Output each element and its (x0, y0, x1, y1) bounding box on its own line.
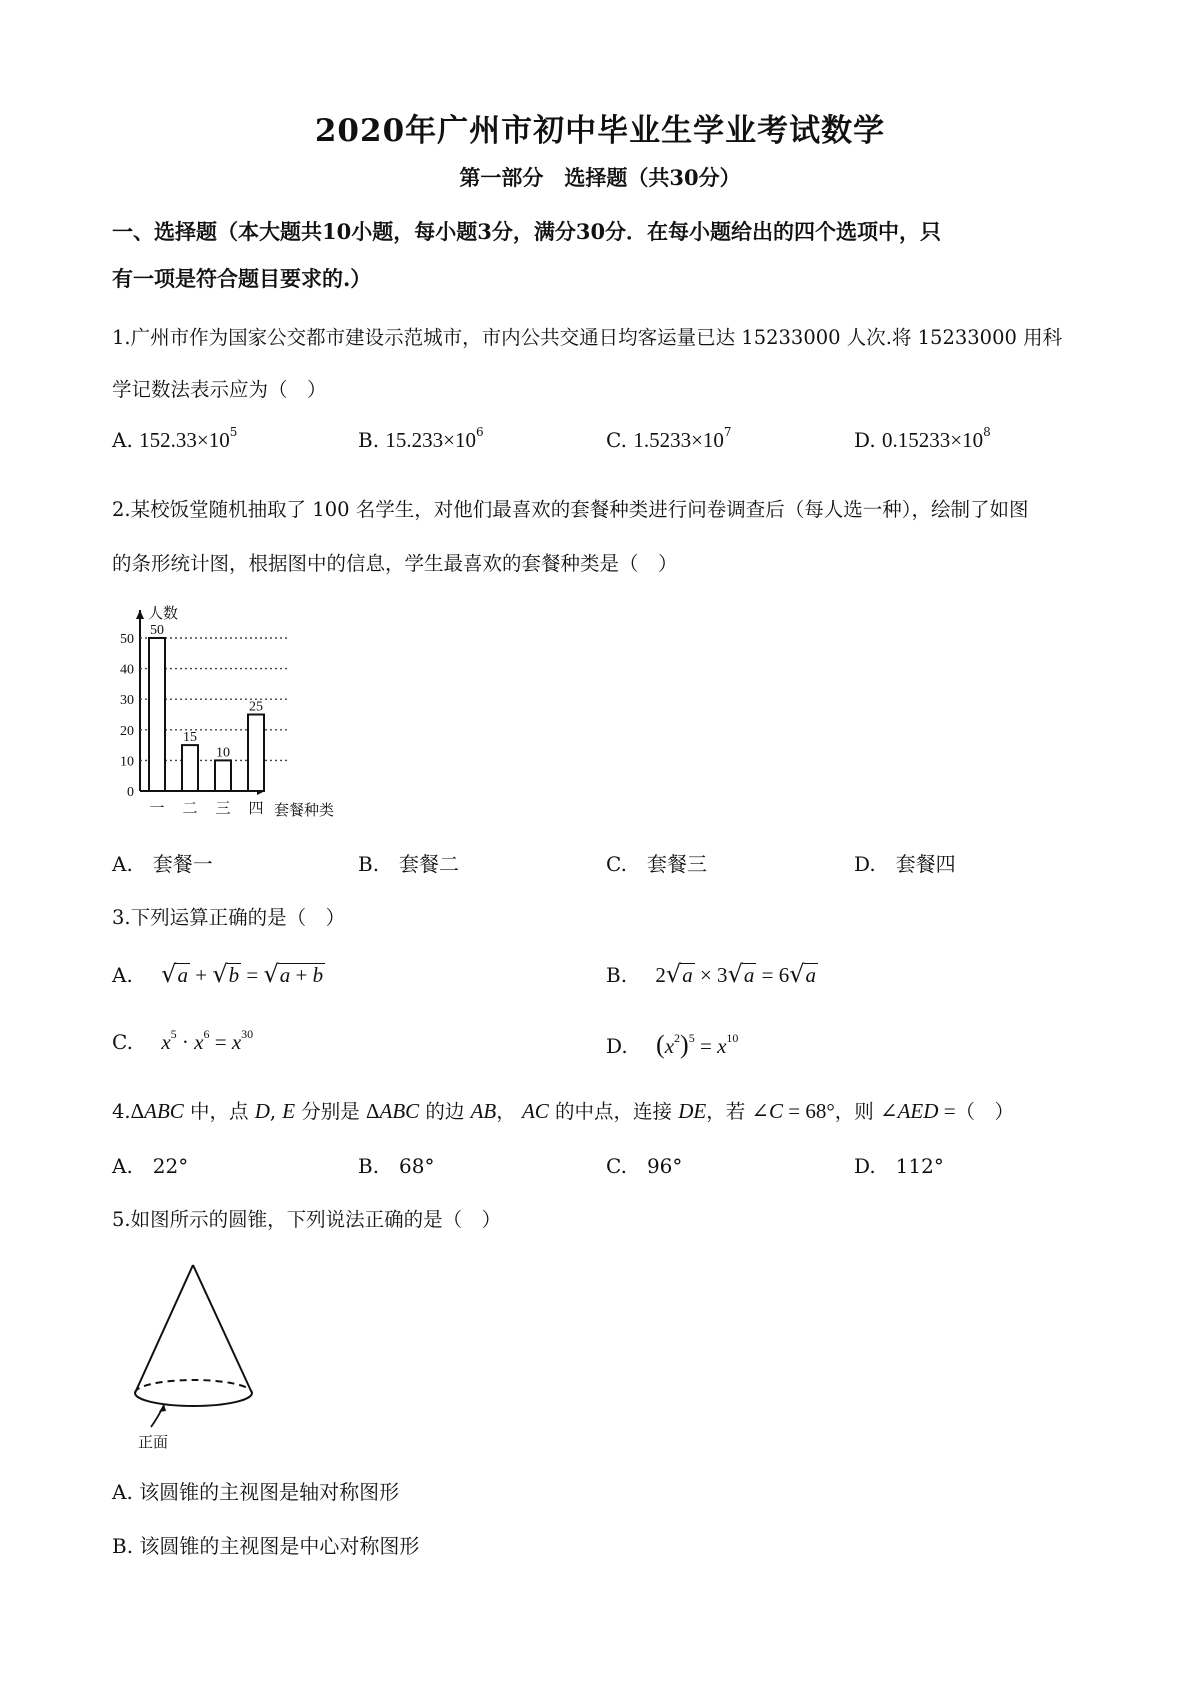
q2-stem-line2: 的条形统计图，根据图中的信息，学生最喜欢的套餐种类是（ ） (112, 552, 678, 575)
option-value: 15.233×10 (385, 428, 477, 452)
category-label: 四 (248, 799, 264, 817)
data-label: 50 (150, 623, 164, 638)
q3-option-d[interactable] (606, 1030, 738, 1060)
q4-stem: 4.ΔABC 中，点 D, E 分别是 ΔABC 的边 AB， AC 的中点，连接 DE，若 ∠C = 68°，则 ∠AED =（ ） (112, 1099, 1015, 1123)
q3-option-c[interactable] (112, 1027, 254, 1055)
q4-option-c[interactable]: C. 96° (606, 1154, 683, 1178)
q2-option-d[interactable]: D. 套餐四 (854, 852, 956, 876)
formula-b: 2√a × 3√a = 6√a (655, 960, 816, 988)
exponent: 6 (476, 425, 484, 440)
cone-left-edge (135, 1265, 193, 1393)
y-tick-label: 40 (120, 662, 134, 678)
exponent: 8 (983, 425, 991, 440)
part-title: 第一部分 选择题（共30分） (459, 165, 741, 190)
q5-stem: 5.如图所示的圆锥，下列说法正确的是（ ） (112, 1208, 502, 1231)
bar (215, 760, 231, 791)
q1-option-c[interactable] (606, 425, 732, 453)
option-label: B. (358, 428, 380, 452)
bar (149, 638, 165, 791)
cone-base-front (135, 1393, 252, 1406)
option-label: C. (112, 1030, 133, 1054)
q3-option-b[interactable] (606, 960, 818, 988)
category-label: 二 (182, 799, 198, 817)
option-label: D. (606, 1034, 628, 1058)
q2-option-c[interactable]: C. 套餐三 (606, 852, 707, 876)
formula-c: $x^5 \cdot x^6 = x^{30}$ (161, 1027, 254, 1054)
option-label: A. (112, 963, 133, 987)
y-tick-label: 10 (120, 754, 134, 770)
y-tick-label: 50 (120, 632, 134, 647)
option-value: 1.5233×10 (633, 428, 724, 452)
option-value: 152.33×10 (139, 428, 230, 452)
x-axis-label: 套餐种类 (274, 801, 335, 819)
q1-option-b[interactable] (358, 425, 484, 453)
q1-stem-line1: 1.广州市作为国家公交都市建设示范城市，市内公共交通日均客运量已达 15233000 人次.将 15233000 用科 (112, 326, 1063, 349)
category-label: 一 (149, 799, 165, 817)
q4-option-b[interactable]: B. 68° (358, 1154, 435, 1178)
q4-option-d[interactable]: D. 112° (854, 1154, 944, 1178)
exponent: 5 (229, 425, 238, 440)
q3-stem: 3.下列运算正确的是（ ） (112, 906, 346, 929)
bar-chart (110, 590, 380, 830)
q1-option-d[interactable] (854, 425, 991, 453)
q4-option-a[interactable]: A. 22° (112, 1154, 189, 1178)
data-label: 15 (183, 730, 197, 746)
front-label: 正面 (138, 1433, 169, 1451)
option-label: A. (112, 428, 133, 452)
q1-option-a[interactable] (112, 425, 238, 453)
q2-option-b[interactable]: B. 套餐二 (358, 852, 460, 876)
q1-stem-line2: 学记数法表示应为（ ） (112, 378, 327, 401)
y-tick-label: 30 (120, 693, 134, 709)
category-label: 三 (215, 799, 231, 817)
option-label: B. (606, 963, 628, 987)
q3-option-a[interactable] (112, 960, 325, 988)
cone-diagram (120, 1255, 280, 1455)
exam-title: 2020年广州市初中毕业生学业考试数学 (314, 113, 886, 149)
option-value: 0.15233×10 (882, 428, 984, 452)
bar (248, 715, 264, 792)
bar (182, 745, 198, 791)
q5-option-a[interactable]: A. 该圆锥的主视图是轴对称图形 (112, 1480, 400, 1504)
y-axis-label: 人数 (148, 604, 179, 622)
formula-d: $(x^2)^5 = x^{10}$ (656, 1030, 739, 1059)
cone-right-edge (193, 1265, 252, 1393)
q5-option-b[interactable]: B. 该圆锥的主视图是中心对称图形 (112, 1534, 420, 1558)
formula-a: √a + √b = √a + b (161, 960, 324, 988)
q2-option-a[interactable]: A. 套餐一 (112, 852, 213, 876)
q2-stem-line1: 2.某校饭堂随机抽取了 100 名学生，对他们最喜欢的套餐种类进行问卷调查后（每人选一种），绘制了如图 (112, 498, 1029, 521)
data-label: 25 (249, 699, 263, 715)
y-axis-arrow (136, 610, 144, 619)
section-instruction-line1: 一、选择题（本大题共10小题，每小题3分，满分30分．在每小题给出的四个选项中，只 (112, 219, 942, 244)
cone-base-back (135, 1380, 252, 1393)
exponent: 7 (723, 425, 732, 440)
section-instruction-line2: 有一项是符合题目要求的.） (112, 266, 372, 291)
option-label: C. (606, 428, 627, 452)
y-tick-label: 0 (127, 785, 134, 800)
y-tick-label: 20 (120, 723, 134, 739)
option-label: D. (854, 428, 876, 452)
data-label: 10 (216, 745, 230, 761)
